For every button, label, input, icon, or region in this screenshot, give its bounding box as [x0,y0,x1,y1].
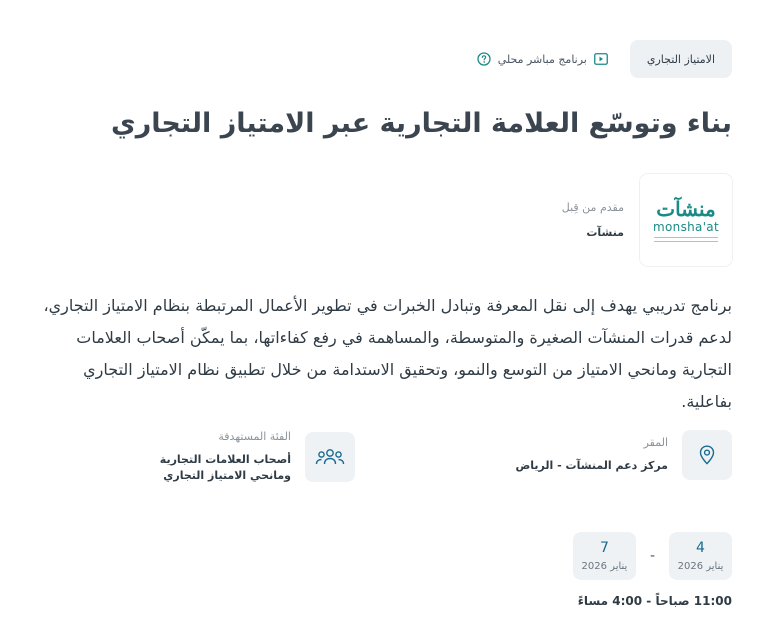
header-row [40,40,732,78]
date-separator: - [649,548,655,564]
category-tag-label: الامتياز التجاري [646,52,715,66]
end-month: يناير 2026 [581,561,628,572]
question-icon[interactable] [477,52,491,66]
audience-label: الفئة المستهدفة [218,430,291,443]
audience-text [141,430,291,484]
location-text [515,436,668,474]
location-pin-icon [682,430,732,480]
logo-arabic-text: منشآت [656,197,716,221]
presenter-text [562,201,624,239]
live-program-indicator [477,52,608,66]
program-description: برنامج تدريبي يهدف إلى نقل المعرفة وتبادل الخبرات في تطوير الأعمال المرتبطة بنظام الامتياز التجاري، لدعم قدرات المنشآت الصغيرة والمتوسطة، والمساهمة في رفع كفاءاتها، بما يمكّن أصحاب العلامات التجارية ومانحي الامتياز من التوسع والنمو، وتحقيق الاستدامة من خلال تطبيق نظام الامتياز التجاري بفاعلية. [43,296,732,411]
location-value: مركز دعم المنشآت - الرياض [515,459,668,472]
logo-subline [654,237,718,242]
monshaat-logo [640,174,732,266]
live-program-label: برنامج مباشر محلي [497,52,587,66]
session-time: 11:00 صباحاً - 4:00 مساءً [577,594,732,608]
date-range [573,532,732,580]
logo-english-text: monsha'at [653,220,719,234]
audience-value: أصحاب العلامات التجارية ومانحي الامتياز التجاري [159,453,291,482]
start-day: 4 [696,540,705,556]
presenter-label: مقدم من قِبل [561,201,624,214]
video-icon [594,52,608,66]
start-date [669,532,732,580]
end-date [573,532,636,580]
presenter-block [562,174,732,266]
users-icon [305,432,355,482]
start-month: يناير 2026 [677,561,724,572]
location-info [515,430,732,480]
presenter-name: منشآت [586,226,624,239]
end-day: 7 [599,540,609,556]
audience-info [141,430,355,484]
page-title: بناء وتوسّع العلامة التجارية عبر الامتياز التجاري [111,108,732,139]
location-label: المقر [643,436,668,449]
category-tag[interactable] [630,40,732,78]
